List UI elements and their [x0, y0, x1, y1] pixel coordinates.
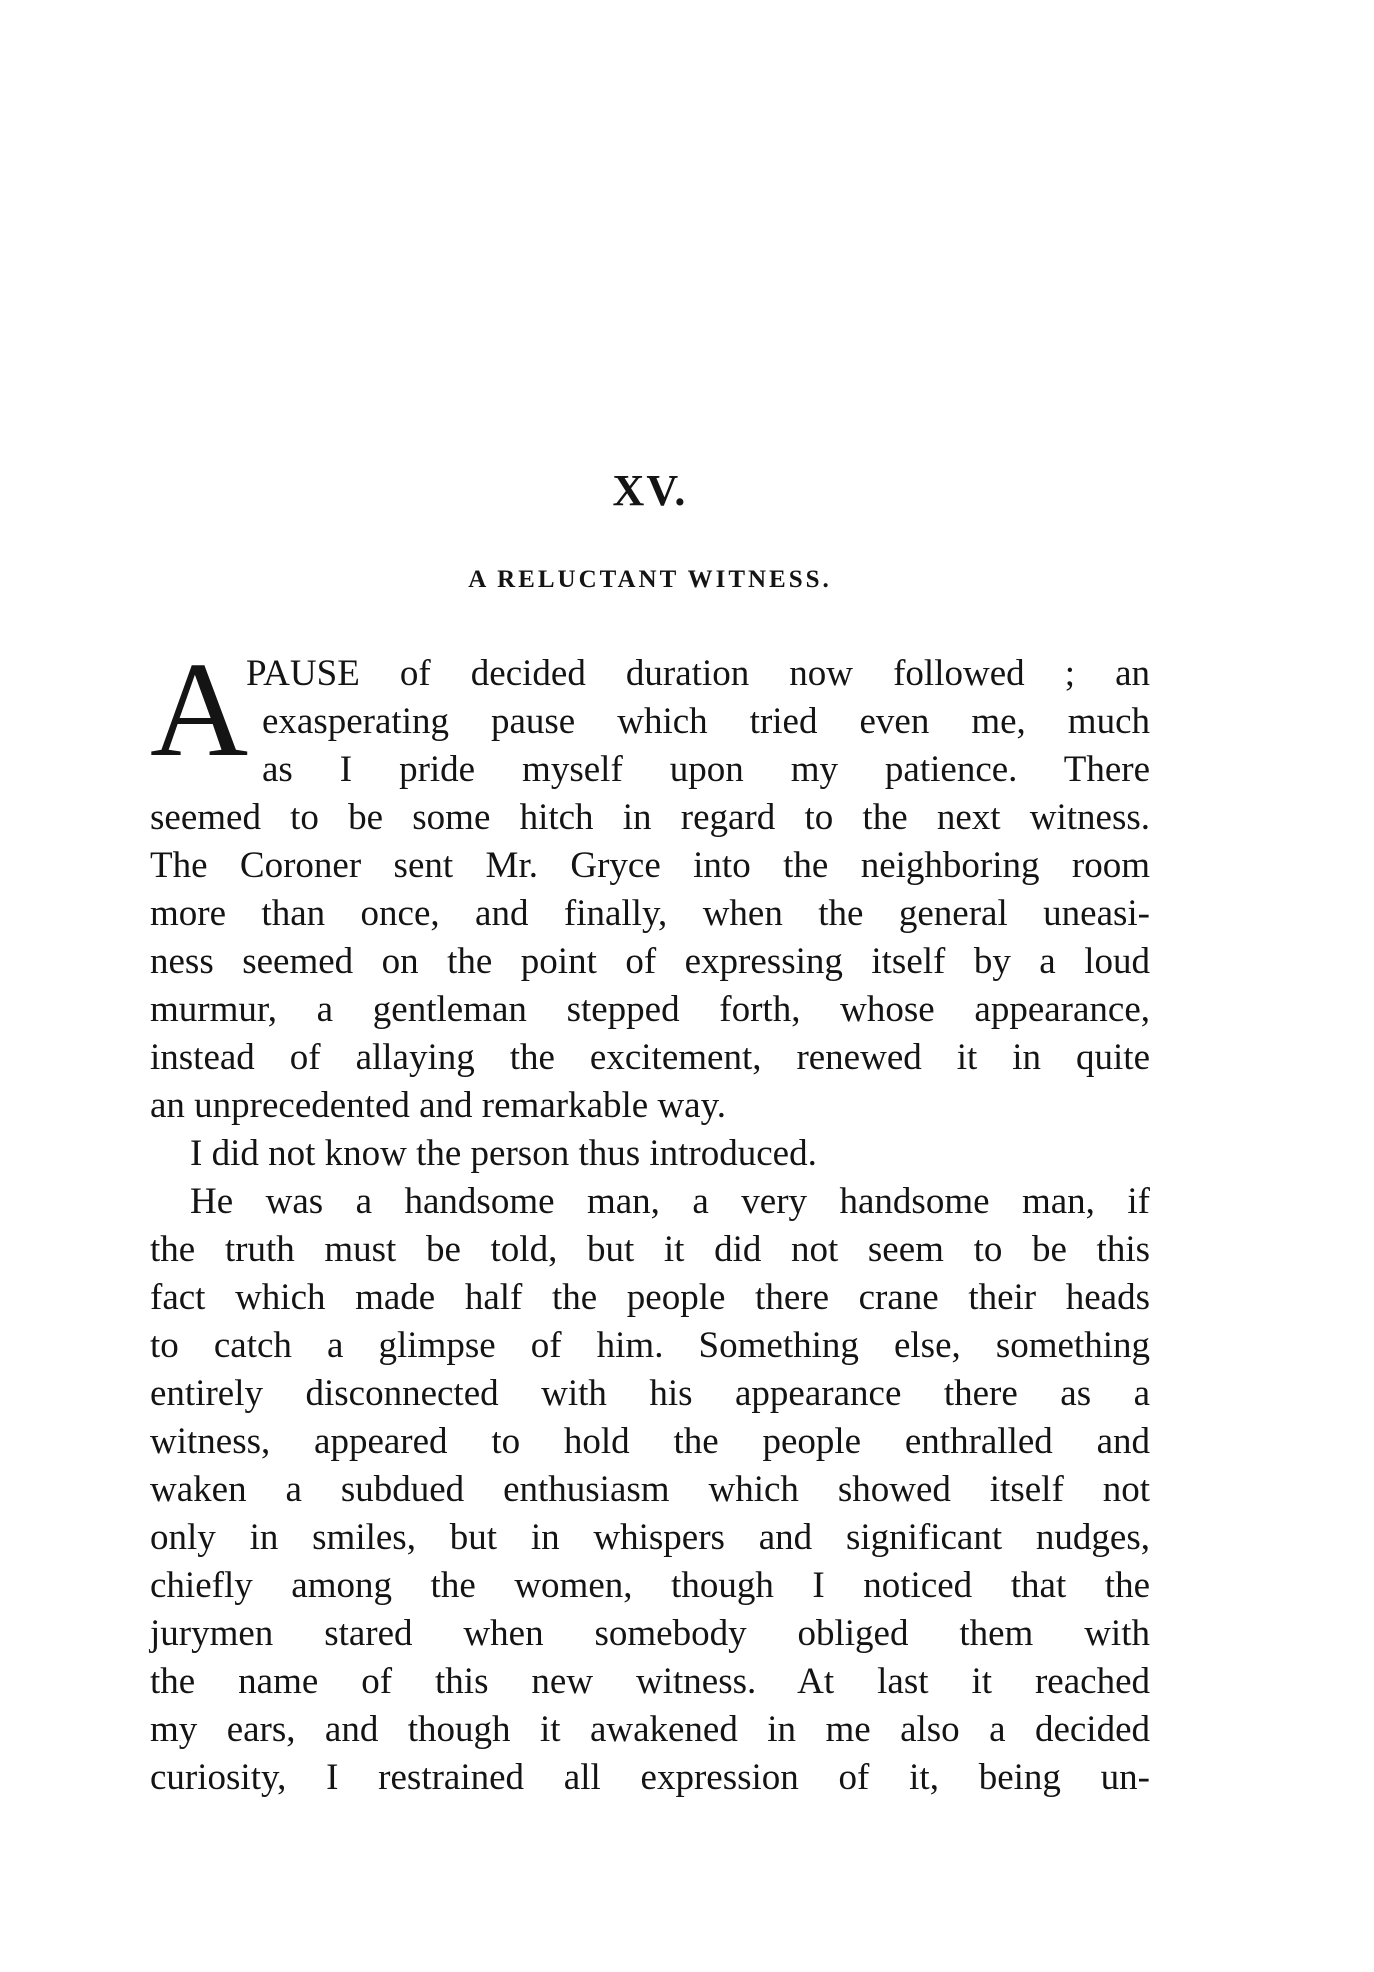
- drop-cap: A: [150, 635, 249, 785]
- text-line: only in smiles, but in whispers and significant nudges,: [150, 1517, 1150, 1558]
- paragraph-2: [150, 1130, 1150, 1178]
- chapter-title: A RELUCTANT WITNESS.: [468, 566, 832, 593]
- chapter-number: XV.: [612, 466, 688, 515]
- text-line: waken a subdued enthusiasm which showed itself not: [150, 1469, 1150, 1510]
- drop-cap-lines: [150, 650, 1150, 794]
- text-line: I did not know the person thus introduced.: [190, 1133, 817, 1174]
- text-line: The Coroner sent Mr. Gryce into the neighboring room: [150, 845, 1150, 886]
- text-line: instead of allaying the excitement, renewed it in quite: [150, 1037, 1150, 1078]
- text-line: fact which made half the people there crane their heads: [150, 1277, 1150, 1318]
- text-line: my ears, and though it awakened in me also a decided: [150, 1709, 1150, 1750]
- text-line: entirely disconnected with his appearance there as a: [150, 1373, 1150, 1414]
- text-line: jurymen stared when somebody obliged them with: [150, 1613, 1150, 1654]
- text-line: curiosity, I restrained all expression of it, being un-: [150, 1757, 1150, 1798]
- paragraph-1-body: [150, 794, 1150, 1130]
- paragraph-3: [150, 1178, 1150, 1802]
- text-line: chiefly among the women, though I noticed that the: [150, 1565, 1150, 1606]
- text-line: witness, appeared to hold the people enthralled and: [150, 1421, 1150, 1462]
- text-line: an unprecedented and remarkable way.: [150, 1085, 726, 1126]
- text-line: ness seemed on the point of expressing itself by a loud: [150, 941, 1150, 982]
- text-line: exasperating pause which tried even me, much: [262, 701, 1150, 742]
- text-line: the truth must be told, but it did not seem to be this: [150, 1229, 1150, 1270]
- text-line: PAUSE of decided duration now followed ; an: [246, 653, 1150, 694]
- text-line: the name of this new witness. At last it reached: [150, 1661, 1150, 1702]
- text-line: to catch a glimpse of him. Something else, something: [150, 1325, 1150, 1366]
- text-line: more than once, and finally, when the general uneasi-: [150, 893, 1150, 934]
- text-line: as I pride myself upon my patience. There: [262, 749, 1150, 790]
- text-line: murmur, a gentleman stepped forth, whose appearance,: [150, 989, 1150, 1030]
- text-line: He was a handsome man, a very handsome man, if: [190, 1181, 1150, 1222]
- text-line: seemed to be some hitch in regard to the next witness.: [150, 797, 1150, 838]
